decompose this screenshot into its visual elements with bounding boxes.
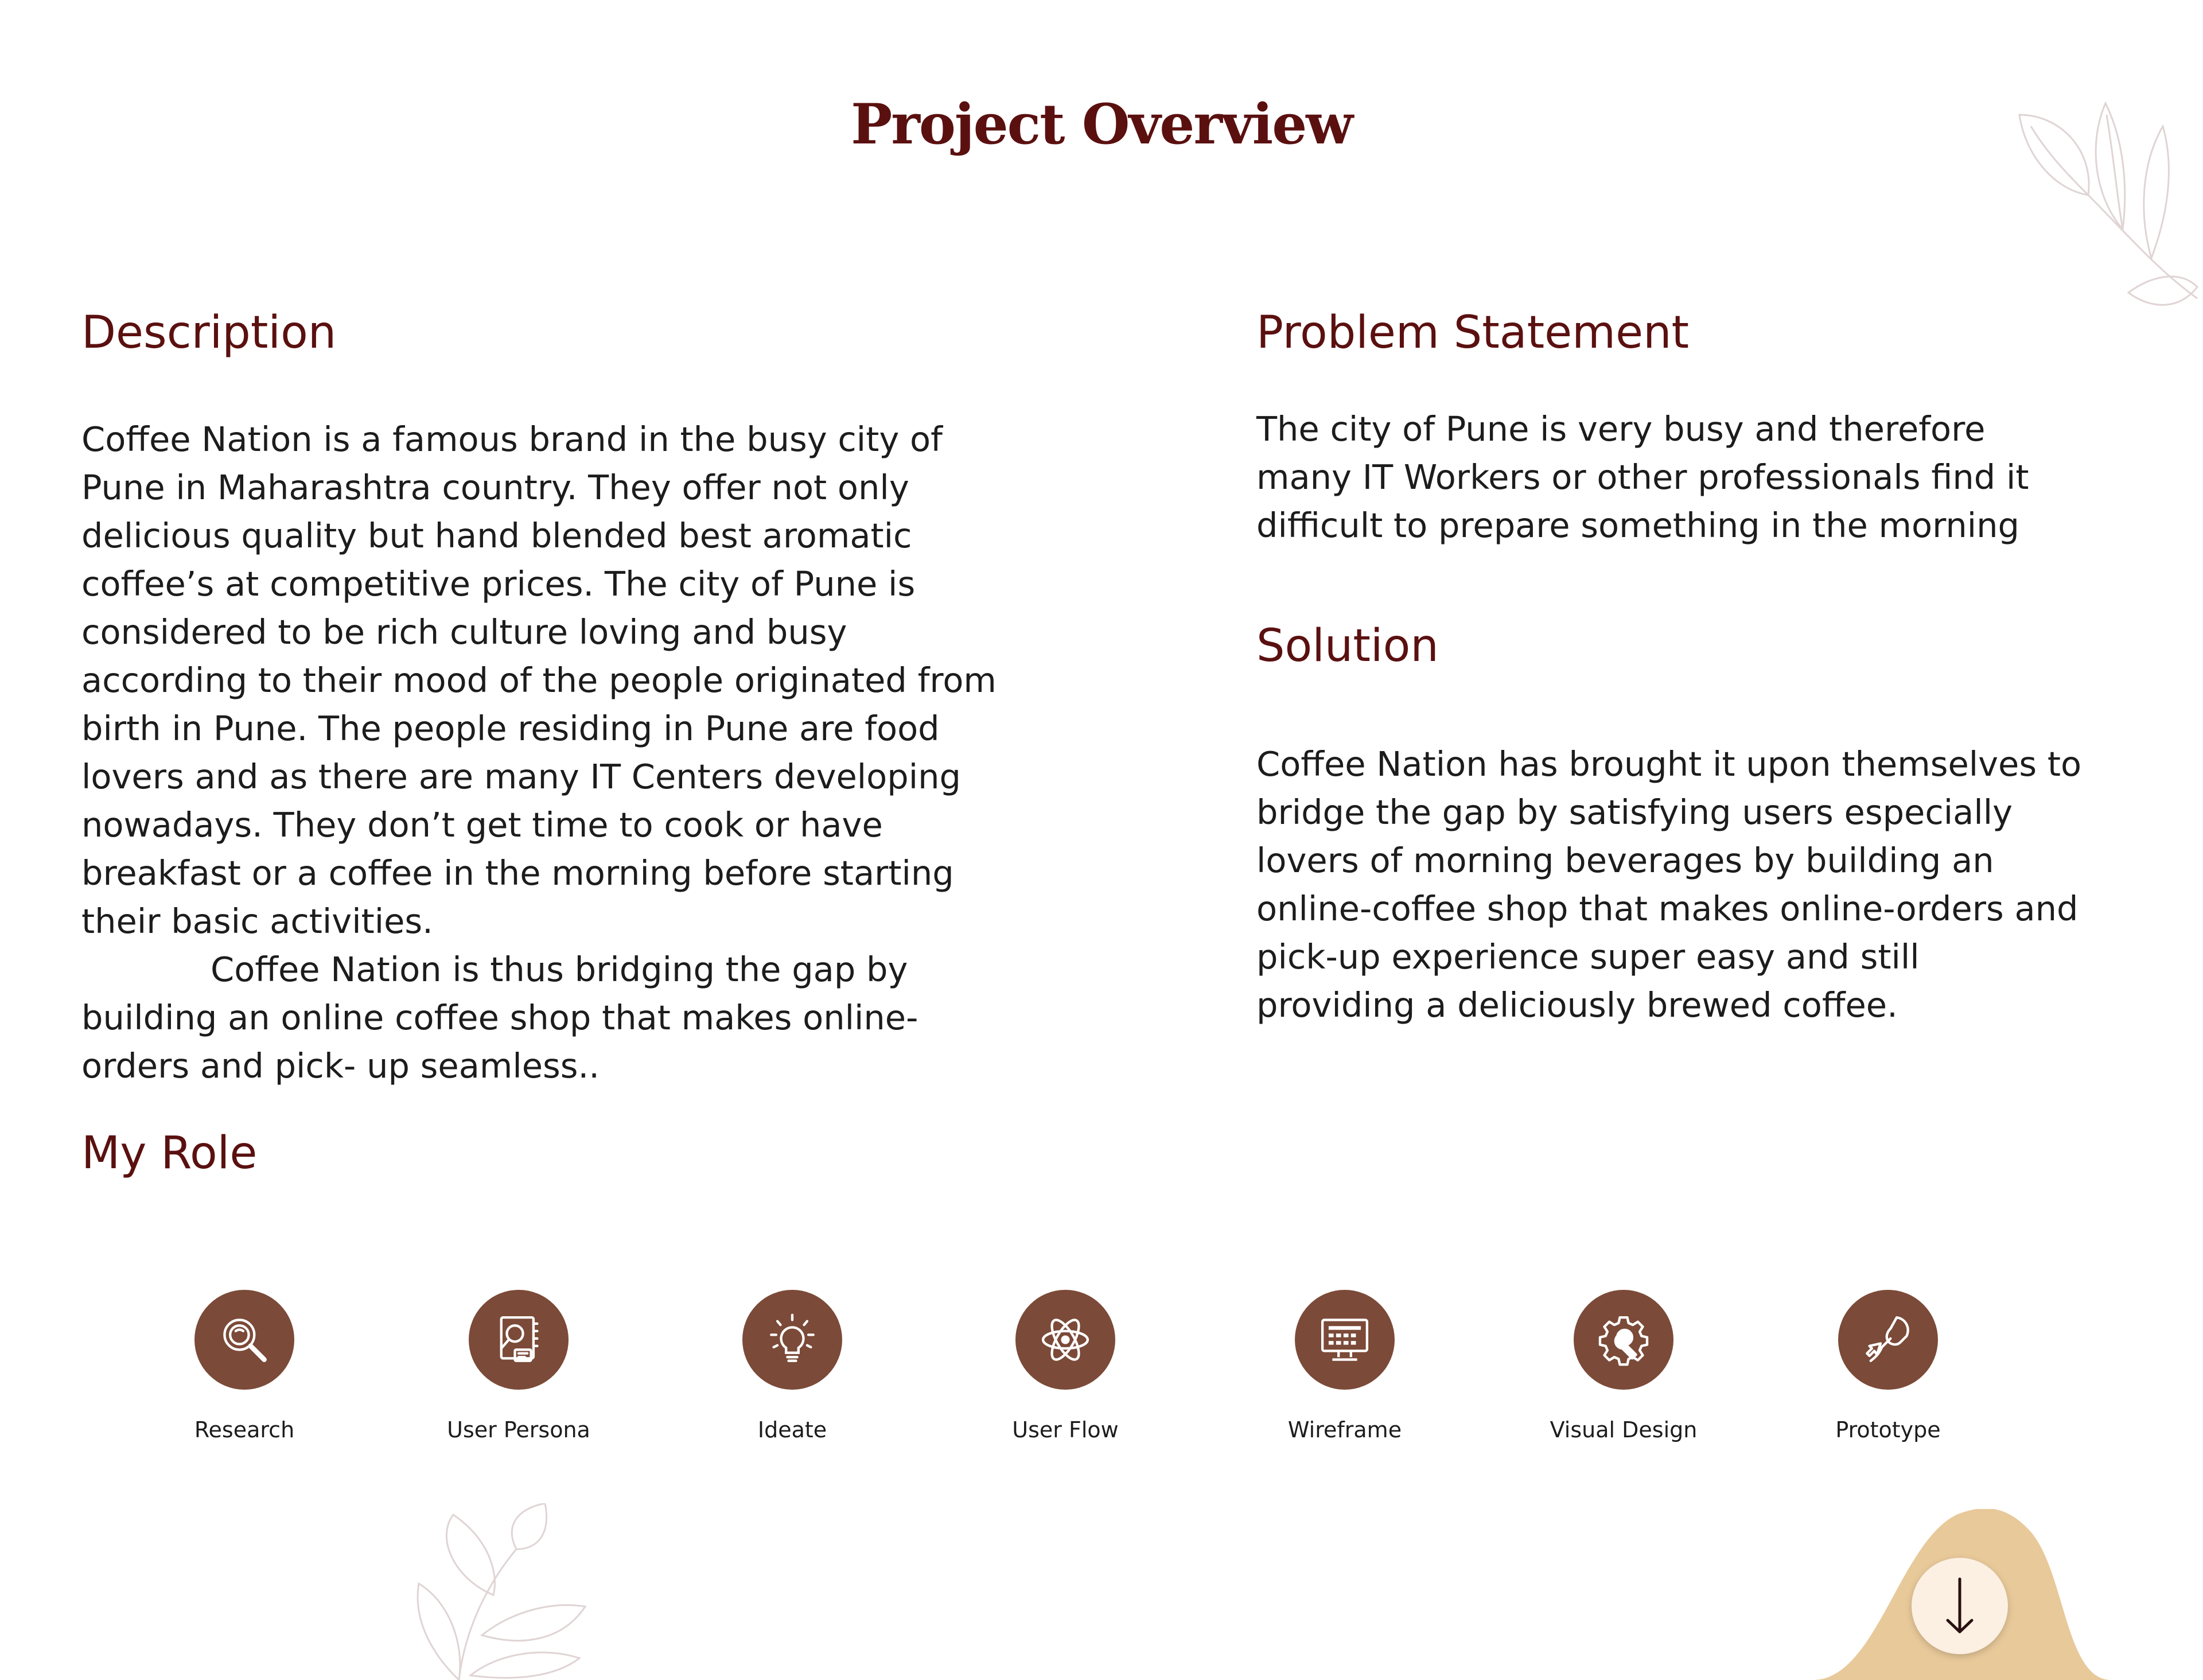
role-research[interactable] bbox=[101, 1290, 388, 1442]
my-role-heading: My Role bbox=[81, 1127, 258, 1179]
role-prototype-label: Prototype bbox=[1835, 1417, 1941, 1442]
arrow-down-icon bbox=[1940, 1574, 1980, 1638]
role-visual-design-label: Visual Design bbox=[1550, 1417, 1698, 1442]
role-research-label: Research bbox=[194, 1417, 295, 1442]
page-title: Project Overview bbox=[851, 92, 1352, 157]
role-research-button[interactable] bbox=[194, 1290, 294, 1390]
description-heading: Description bbox=[81, 307, 337, 359]
description-paragraph-1: Coffee Nation is a famous brand in the busy city of Pune in Maharashtra country. They offer not only delicious quality but hand blended best aromatic coffee’s at competitive prices. The city of Pune is considered to be rich culture loving and busy according to their mood of the people originated from birth in Pune. The people residing in Pune are food lovers and as there are many IT Centers developing nowadays. They don’t get time to cook or have breakfast or a coffee in the morning before starting their basic activities. bbox=[81, 419, 997, 941]
role-user-persona-button[interactable] bbox=[469, 1290, 569, 1390]
role-ideate-label: Ideate bbox=[757, 1417, 827, 1442]
role-ideate[interactable] bbox=[649, 1290, 936, 1442]
solution-heading: Solution bbox=[1256, 620, 1439, 672]
description-paragraph-2: Coffee Nation is thus bridging the gap by building an online coffee shop that makes online- orders and pick- up seamless.. bbox=[81, 950, 918, 1086]
gear-wrench-icon bbox=[1593, 1309, 1655, 1371]
role-user-flow[interactable] bbox=[922, 1290, 1209, 1442]
role-wireframe[interactable] bbox=[1201, 1290, 1488, 1442]
atom-icon bbox=[1034, 1309, 1096, 1371]
leaf-decoration-bottom bbox=[402, 1503, 643, 1680]
problem-statement-heading: Problem Statement bbox=[1256, 307, 1690, 359]
monitor-grid-icon bbox=[1314, 1309, 1376, 1371]
role-wireframe-button[interactable] bbox=[1295, 1290, 1395, 1390]
my-role-list bbox=[0, 1290, 2203, 1462]
scroll-down-button[interactable] bbox=[1912, 1558, 2008, 1654]
role-user-flow-label: User Flow bbox=[1012, 1417, 1119, 1442]
leaf-decoration-top-right bbox=[2008, 80, 2203, 310]
role-visual-design[interactable] bbox=[1480, 1290, 1767, 1442]
magnifier-icon bbox=[213, 1309, 275, 1371]
mouse-cursor-icon bbox=[1857, 1309, 1919, 1371]
role-prototype-button[interactable] bbox=[1838, 1290, 1938, 1390]
description-text bbox=[81, 415, 1011, 1090]
role-user-flow-button[interactable] bbox=[1015, 1290, 1115, 1390]
notebook-search-icon bbox=[488, 1309, 550, 1371]
role-user-persona-label: User Persona bbox=[447, 1417, 590, 1442]
role-prototype[interactable] bbox=[1745, 1290, 2031, 1442]
problem-statement-text: The city of Pune is very busy and therefore many IT Workers or other professionals find it difficult to prepare something in the morning bbox=[1256, 409, 2029, 545]
solution-text: Coffee Nation has brought it upon themselves to bridge the gap by satisfying users especially lovers of morning beverages by building an online-coffee shop that makes online-orders and pick-up experience super easy and still providing a deliciously brewed coffee. bbox=[1256, 744, 2082, 1025]
role-ideate-button[interactable] bbox=[742, 1290, 842, 1390]
role-user-persona[interactable] bbox=[375, 1290, 662, 1442]
role-wireframe-label: Wireframe bbox=[1287, 1417, 1402, 1442]
lightbulb-icon bbox=[761, 1309, 823, 1371]
role-visual-design-button[interactable] bbox=[1574, 1290, 1673, 1390]
